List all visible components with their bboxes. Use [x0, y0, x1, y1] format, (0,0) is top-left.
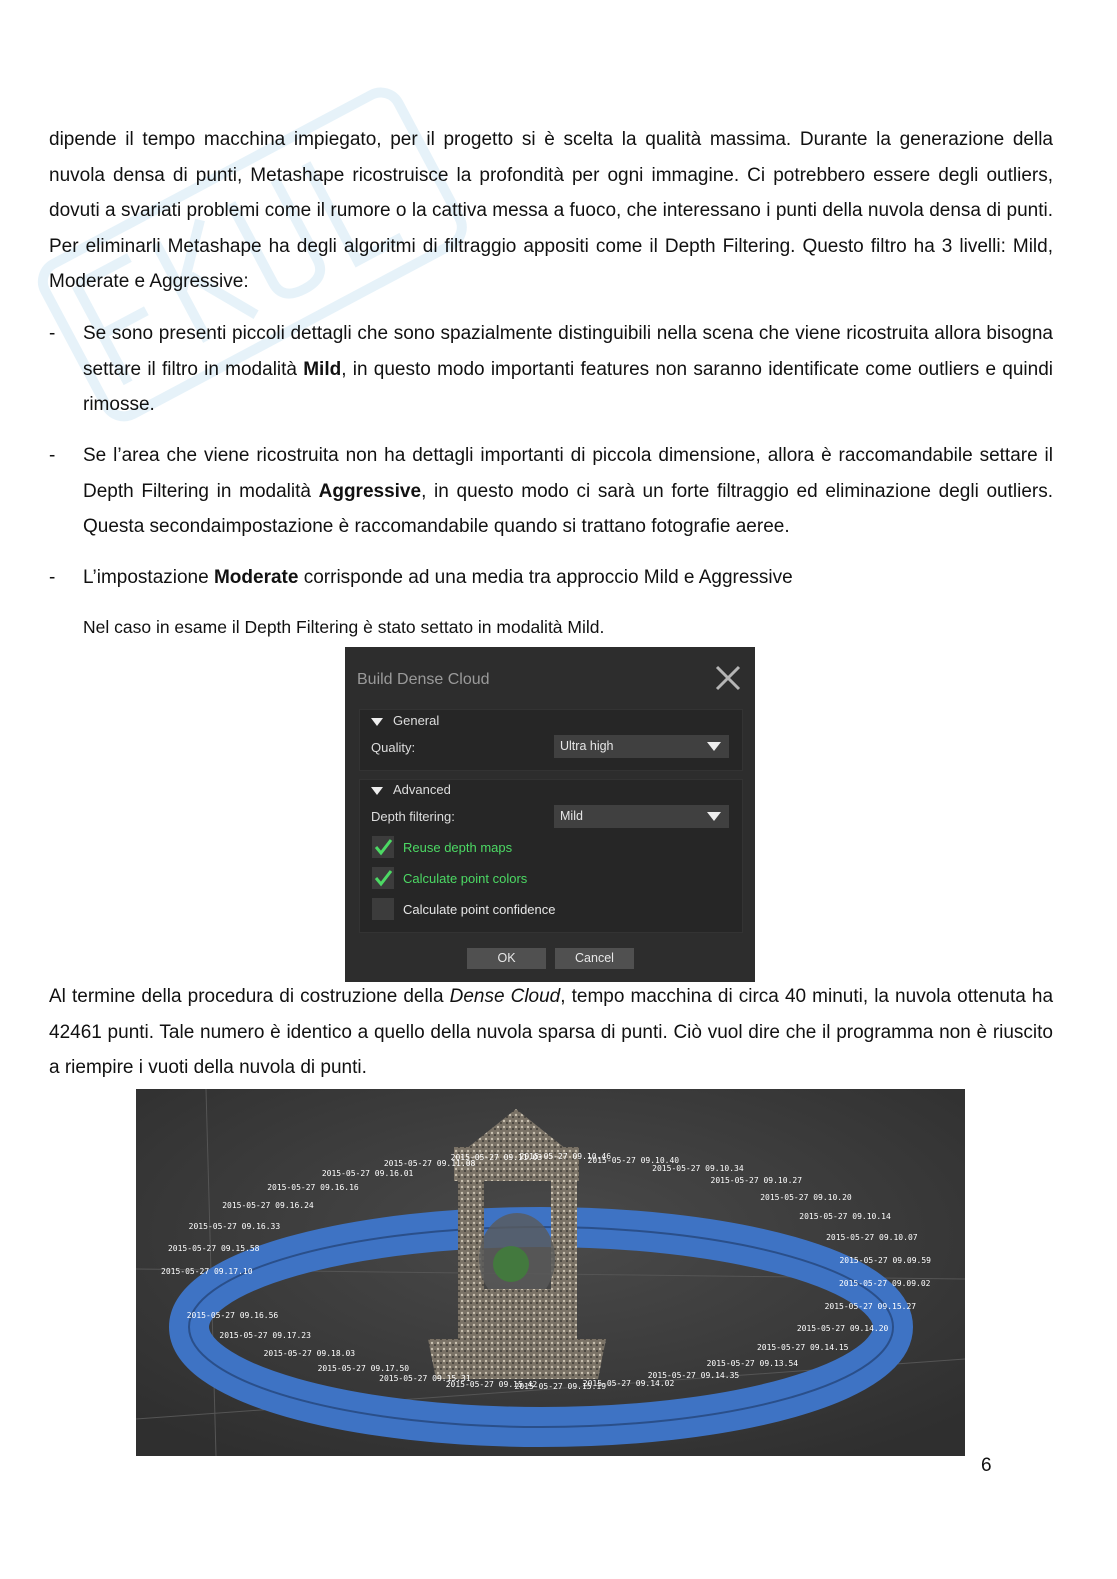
bullet-moderate: - L’impostazione Moderate corrisponde ad una media tra approccio Mild e Aggressive: [49, 560, 1053, 596]
camera-label: 2015-05-27 09.09.59: [839, 1256, 931, 1266]
general-header[interactable]: General: [371, 713, 439, 728]
camera-label: 2015-05-27 09.17.10: [161, 1267, 253, 1276]
build-dense-cloud-dialog: [345, 647, 755, 982]
ok-button[interactable]: OK: [467, 948, 546, 969]
camera-label: 2015-05-27 09.15.31: [379, 1374, 471, 1384]
camera-label: 2015-05-27 09.10.20: [760, 1192, 852, 1202]
camera-label: 2015-05-27 09.10.27: [710, 1176, 803, 1186]
page-number: 6: [981, 1455, 992, 1476]
camera-label: 2015-05-27 09.10.34: [652, 1163, 744, 1173]
camera-label: 2015-05-27 09.17.50: [317, 1363, 410, 1373]
calculate-point-confidence-checkbox[interactable]: [372, 898, 394, 920]
camera-label: 2015-05-27 09.09.02: [838, 1279, 931, 1289]
cancel-button[interactable]: Cancel: [555, 948, 634, 969]
close-icon[interactable]: [713, 663, 743, 693]
reuse-depth-maps-checkbox[interactable]: [372, 836, 394, 858]
camera-label: 2015-05-27 09.11.03: [450, 1153, 543, 1163]
dialog-title: Build Dense Cloud: [357, 671, 490, 688]
camera-label: 2015-05-27 09.15.42: [445, 1380, 538, 1390]
calculate-point-confidence-label: Calculate point confidence: [403, 902, 556, 917]
camera-label: 2015-05-27 09.16.16: [267, 1183, 359, 1193]
bullet-aggressive: - Se l’area che viene ricostruita non ha dettagli importanti di piccola dimensione, allora è raccomandabile settare il Depth Filtering in modalità Aggressive, in questo modo ci sarà un forte filtraggio ed eliminazione degli outliers. Questa secondaimpostazione è raccomandabile quando si trattano fotografie aeree.: [49, 438, 1053, 545]
camera-label: 2015-05-27 09.16.33: [188, 1221, 281, 1231]
camera-label: 2015-05-27 09.15.27: [824, 1302, 917, 1312]
calculate-point-colors-label: Calculate point colors: [403, 871, 528, 886]
collapse-triangle-icon: [371, 787, 383, 795]
camera-label: 2015-05-27 09.16.01: [321, 1169, 414, 1179]
camera-label: 2015-05-27 09.14.15: [756, 1342, 849, 1352]
dense-cloud-figure: [136, 1089, 965, 1456]
advanced-header[interactable]: Advanced: [371, 782, 451, 797]
intro-paragraph: dipende il tempo macchina impiegato, per il progetto si è scelta la qualità massima. Durante la generazione della nuvola densa di punti, Metashape ricostruisce la profondità per ogni immagine. Ci potrebbero essere degli outliers, dovuti a svariati problemi come il rumore o la cattiva messa a fuoco, che interessano i punti della nuvola densa di punti. Per eliminarli Metashape ha degli algoritmi di filtraggio appositi come il Depth Filtering. Questo filtro ha 3 livelli: Mild, Moderate e Aggressive:: [49, 129, 1053, 292]
bullet-dash: -: [49, 445, 56, 466]
camera-label: 2015-05-27 09.14.20: [796, 1323, 889, 1333]
camera-label: 2015-05-27 09.13.54: [706, 1358, 799, 1368]
camera-label: 2015-05-27 09.16.24: [222, 1201, 314, 1211]
result-paragraph: Al termine della procedura di costruzione della Dense Cloud, tempo macchina di circa 40 minuti, la nuvola ottenuta ha 42461 punti. Tale numero è identico a quello della nuvola sparsa di punti. Ciò vuol dire che il programma non è riuscito a riempire i vuoti della nuvola di punti.: [49, 986, 1054, 1078]
camera-label: 2015-05-27 09.10.07: [826, 1233, 918, 1243]
checkmark-icon: [372, 867, 394, 889]
camera-label: 2015-05-27 09.16.56: [186, 1310, 279, 1320]
bullet-mild: - Se sono presenti piccoli dettagli che sono spazialmente distinguibili nella scena che viene ricostruita allora bisogna settare il filtro in modalità Mild, in questo modo importanti features non saranno identificate come outliers e quindi rimosse.: [49, 316, 1053, 423]
checkmark-icon: [372, 836, 394, 858]
camera-label: 2015-05-27 09.17.23: [219, 1331, 311, 1341]
chevron-down-icon: [707, 742, 721, 751]
note-text: Nel caso in esame il Depth Filtering è stato settato in modalità Mild.: [83, 617, 605, 637]
camera-label: 2015-05-27 09.18.03: [263, 1349, 356, 1359]
quality-select[interactable]: Ultra high: [554, 735, 729, 758]
camera-label: 2015-05-27 09.10.40: [587, 1155, 680, 1165]
camera-label: 2015-05-27 09.14.02: [582, 1378, 675, 1388]
bullet-dash: -: [49, 323, 56, 344]
camera-label: 2015-05-27 09.10.14: [799, 1211, 891, 1221]
camera-label: 2015-05-27 09.11.08: [383, 1159, 476, 1169]
camera-label: 2015-05-27 09.10.46: [519, 1152, 612, 1162]
bullet-dash: -: [49, 567, 56, 588]
chevron-down-icon: [707, 812, 721, 821]
calculate-point-colors-checkbox[interactable]: [372, 867, 394, 889]
reuse-depth-maps-label: Reuse depth maps: [403, 840, 513, 855]
depth-filtering-label: Depth filtering:: [371, 809, 455, 824]
camera-label: 2015-05-27 09.15.19: [514, 1381, 607, 1391]
depth-filtering-select[interactable]: Mild: [554, 805, 729, 828]
camera-label: 2015-05-27 09.14.35: [647, 1370, 740, 1380]
camera-label: 2015-05-27 09.15.58: [167, 1243, 260, 1253]
dense-cloud-render: [136, 1089, 965, 1456]
collapse-triangle-icon: [371, 718, 383, 726]
quality-label: Quality:: [371, 740, 416, 755]
